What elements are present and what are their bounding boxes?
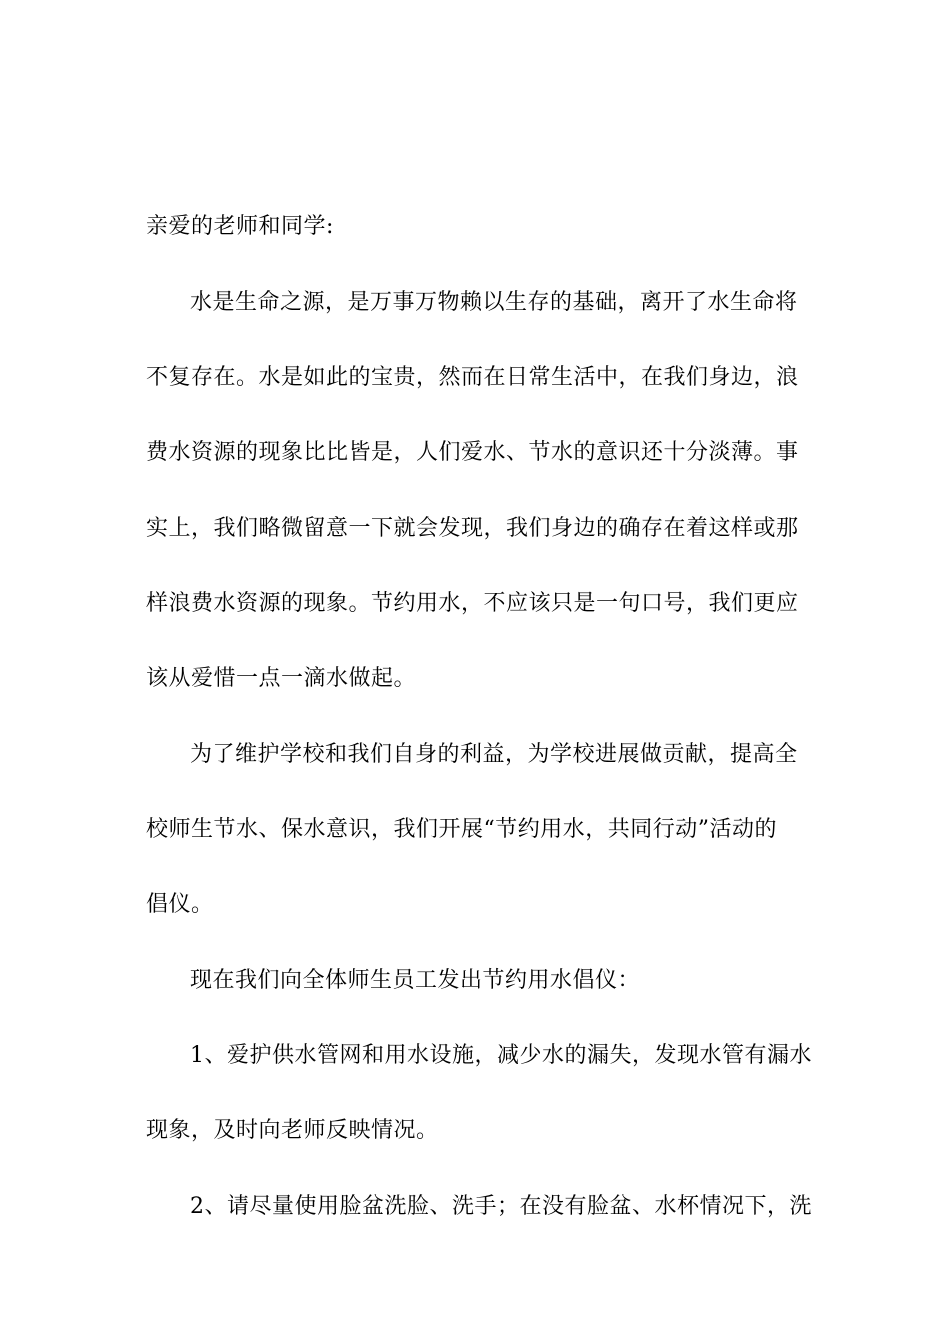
paragraph-2-line-2: 校师生节水、保水意识，我们开展“节约用水，共同行动”活动的: [146, 817, 777, 842]
paragraph-1-line-3: 费水资源的现象比比皆是，人们爱水、节水的意识还十分淡薄。事: [146, 440, 799, 465]
paragraph-1-line-4: 实上，我们略微留意一下就会发现，我们身边的确存在着这样或那: [146, 516, 799, 541]
paragraph-3-line-1: 现在我们向全体师生员工发出节约用水倡仪：: [190, 968, 641, 993]
item-1-line-1: 1、爱护供水管网和用水设施，减少水的漏失，发现水管有漏水: [190, 1043, 812, 1068]
paragraph-1-line-1: 水是生命之源，是万事万物赖以生存的基础，离开了水生命将: [190, 290, 798, 315]
item-2-line-1: 2、请尽量使用脸盆洗脸、洗手；在没有脸盆、水杯情况下，洗: [190, 1194, 812, 1219]
paragraph-1-line-2: 不复存在。水是如此的宝贵，然而在日常生活中，在我们身边，浪: [146, 365, 799, 390]
paragraph-2-line-1: 为了维护学校和我们自身的利益，为学校进展做贡献，提高全: [190, 742, 798, 767]
paragraph-2-line-3: 倡仪。: [146, 892, 214, 917]
item-1-line-2: 现象，及时向老师反映情况。: [146, 1118, 439, 1143]
salutation: 亲爱的老师和同学:: [146, 214, 334, 239]
paragraph-1-line-5: 样浪费水资源的现象。节约用水，不应该只是一句口号，我们更应: [146, 591, 799, 616]
paragraph-1-line-6: 该从爱惜一点一滴水做起。: [146, 666, 417, 691]
